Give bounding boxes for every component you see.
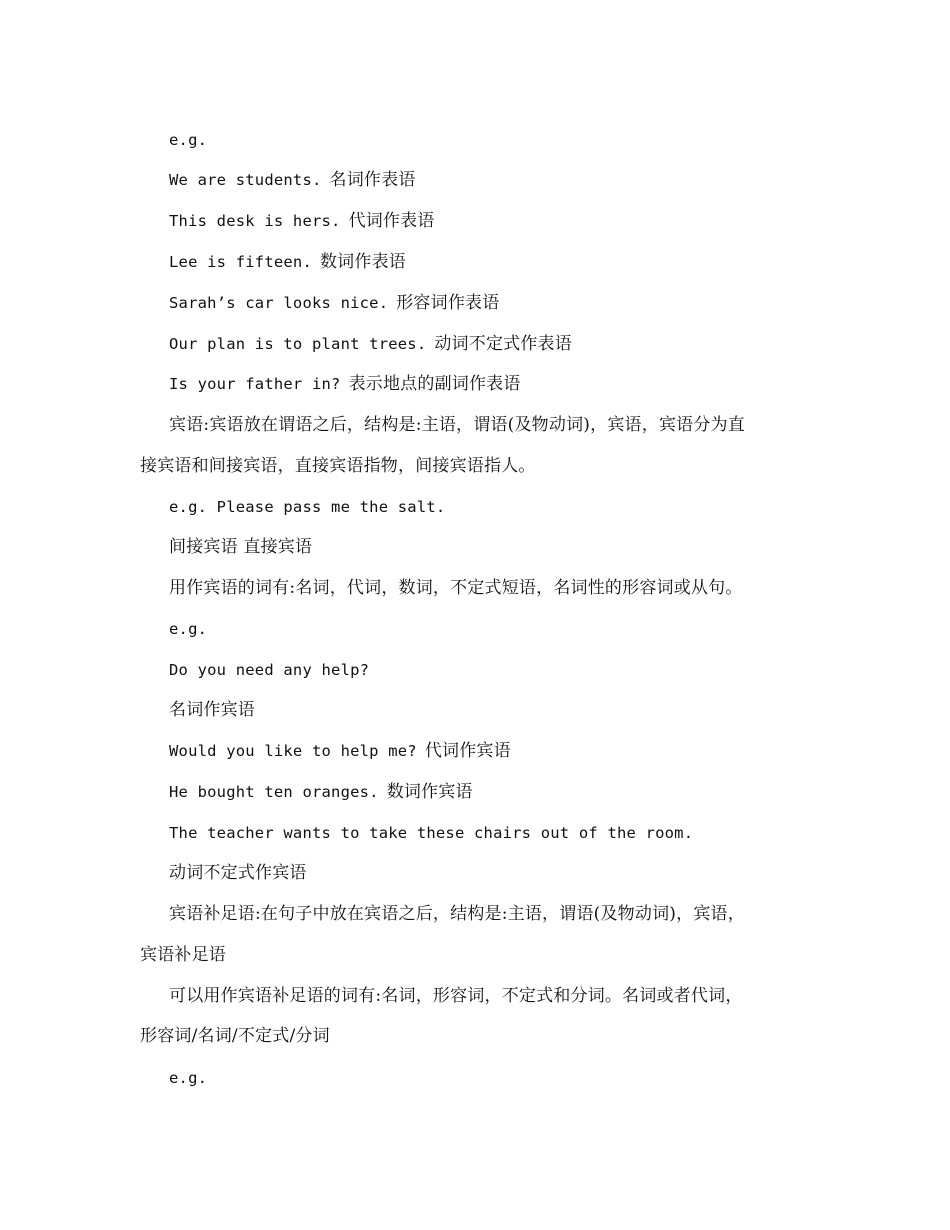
paragraph-line: 间接宾语 直接宾语 xyxy=(169,537,313,557)
example-sentence: Do you need any help? xyxy=(169,661,370,679)
paragraph-line: 名词作宾语 xyxy=(169,700,255,720)
paragraph-line: 用作宾语的词有:名词，代词，数词，不定式短语，名词性的形容词或从句。 xyxy=(169,578,743,598)
example-sentence: We are students. 名词作表语 xyxy=(169,170,416,190)
example-sentence: Sarah’s car looks nice. 形容词作表语 xyxy=(169,293,500,313)
example-marker: e.g. xyxy=(169,1069,208,1087)
paragraph-line: 宾语:宾语放在谓语之后，结构是:主语，谓语(及物动词)，宾语，宾语分为直 xyxy=(169,415,745,435)
example-sentence: This desk is hers. 代词作表语 xyxy=(169,211,435,231)
example-marker: e.g. xyxy=(169,620,208,638)
paragraph-line: 动词不定式作宾语 xyxy=(169,863,307,883)
example-sentence: He bought ten oranges. 数词作宾语 xyxy=(169,782,473,802)
paragraph-line: 可以用作宾语补足语的词有:名词，形容词，不定式和分词。名词或者代词， xyxy=(169,986,743,1006)
example-sentence: The teacher wants to take these chairs out of the room. xyxy=(169,824,694,842)
example-sentence: e.g. Please pass me the salt. xyxy=(169,498,446,516)
example-sentence: Would you like to help me? 代词作宾语 xyxy=(169,741,511,761)
example-sentence: Lee is fifteen. 数词作表语 xyxy=(169,252,406,272)
example-sentence: Our plan is to plant trees. 动词不定式作表语 xyxy=(169,334,572,354)
paragraph-line: 接宾语和间接宾语，直接宾语指物，间接宾语指人。 xyxy=(140,456,536,476)
paragraph-line: 形容词/名词/不定式/分词 xyxy=(140,1026,330,1046)
paragraph-line: 宾语补足语 xyxy=(140,945,226,965)
paragraph-line: 宾语补足语:在句子中放在宾语之后，结构是:主语，谓语(及物动词)，宾语， xyxy=(169,904,745,924)
example-sentence: Is your father in? 表示地点的副词作表语 xyxy=(169,374,521,394)
example-marker: e.g. xyxy=(169,131,208,149)
